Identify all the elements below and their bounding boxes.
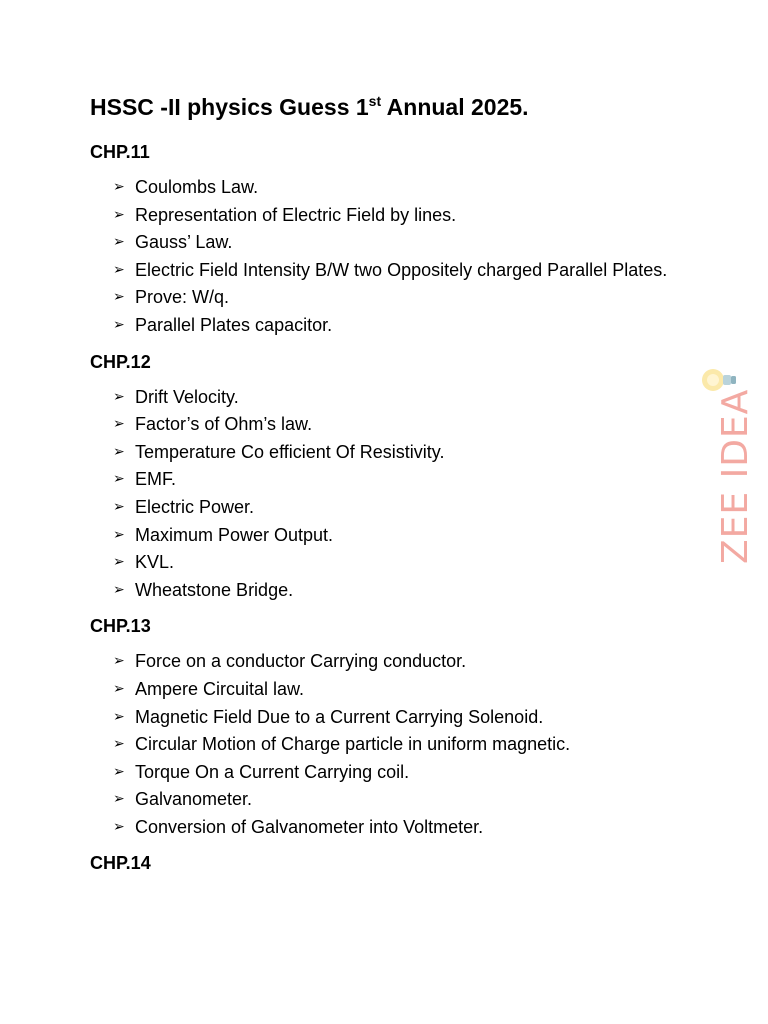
arrow-bullet-icon: ➢	[113, 471, 125, 488]
list-item	[113, 786, 690, 814]
list-item-text: Wheatstone Bridge.	[135, 579, 294, 600]
arrow-bullet-icon: ➢	[113, 680, 125, 697]
list-item	[113, 284, 690, 312]
watermark	[694, 366, 756, 566]
arrow-bullet-icon: ➢	[113, 388, 125, 405]
arrow-bullet-icon: ➢	[113, 289, 125, 306]
list-item	[113, 384, 690, 412]
watermark-text: ZEE IDEA	[715, 388, 756, 564]
list-item-text: Factor’s of Ohm’s law.	[135, 414, 313, 435]
list-item-text: Conversion of Galvanometer into Voltmeter.	[135, 816, 484, 837]
list-item	[113, 814, 690, 842]
arrow-bullet-icon: ➢	[113, 443, 125, 460]
list-item-text: Gauss’ Law.	[135, 232, 233, 253]
chapter-list	[90, 140, 690, 875]
list-item-text: Galvanometer.	[135, 789, 253, 810]
chapter-heading: CHP.13	[90, 616, 151, 637]
list-item	[113, 577, 690, 605]
arrow-bullet-icon: ➢	[113, 179, 125, 195]
list-item-text: Force on a conductor Carrying conductor.	[135, 651, 467, 672]
list-item-text: Ampere Circuital law.	[135, 678, 305, 699]
list-item-text: Magnetic Field Due to a Current Carrying Solenoid.	[135, 706, 544, 727]
chapter-heading: CHP.12	[90, 351, 151, 372]
list-item-text: KVL.	[135, 552, 175, 573]
list-item	[113, 759, 690, 787]
list-item-text: Drift Velocity.	[135, 386, 239, 407]
list-item	[113, 411, 690, 439]
document-title: HSSC -II physics Guess 1st Annual 2025.	[90, 93, 529, 120]
arrow-bullet-icon: ➢	[113, 234, 125, 251]
list-item-text: Torque On a Current Carrying coil.	[135, 761, 410, 782]
list-item	[113, 312, 690, 340]
list-item	[113, 648, 690, 676]
arrow-bullet-icon: ➢	[113, 416, 125, 433]
list-item	[113, 174, 690, 202]
list-item	[113, 229, 690, 257]
document-page	[90, 92, 690, 885]
arrow-bullet-icon: ➢	[113, 554, 125, 571]
arrow-bullet-icon: ➢	[113, 708, 125, 725]
arrow-bullet-icon: ➢	[113, 736, 125, 753]
list-item	[113, 676, 690, 704]
arrow-bullet-icon: ➢	[113, 581, 125, 598]
list-item-text: Circular Motion of Charge particle in uniform magnetic.	[135, 734, 571, 755]
arrow-bullet-icon: ➢	[113, 653, 125, 670]
list-item-text: Temperature Co efficient Of Resistivity.	[135, 441, 445, 462]
chapter-heading: CHP.11	[90, 142, 150, 162]
arrow-bullet-icon: ➢	[113, 316, 125, 333]
list-item	[113, 439, 690, 467]
arrow-bullet-icon: ➢	[113, 818, 125, 835]
list-item-text: Maximum Power Output.	[135, 524, 334, 545]
list-item-text: Coulombs Law.	[135, 177, 259, 197]
chapter-section	[90, 851, 690, 875]
list-item-text: Representation of Electric Field by lines.	[135, 204, 457, 225]
topic-list	[90, 384, 690, 605]
list-item-text: Electric Field Intensity B/W two Oppositely charged Parallel Plates.	[135, 259, 668, 280]
list-item	[113, 522, 690, 550]
list-item	[113, 549, 690, 577]
arrow-bullet-icon: ➢	[113, 526, 125, 543]
arrow-bullet-icon: ➢	[113, 763, 125, 780]
arrow-bullet-icon: ➢	[113, 498, 125, 515]
list-item-text: Electric Power.	[135, 496, 255, 517]
list-item	[113, 257, 690, 285]
chapter-section	[90, 140, 690, 340]
chapter-heading: CHP.14	[90, 853, 151, 874]
list-item-text: EMF.	[135, 469, 177, 490]
chapter-section	[90, 350, 690, 605]
list-item	[113, 704, 690, 732]
arrow-bullet-icon: ➢	[113, 791, 125, 808]
list-item	[113, 494, 690, 522]
list-item	[113, 731, 690, 759]
list-item	[113, 466, 690, 494]
topic-list	[90, 174, 690, 340]
arrow-bullet-icon: ➢	[113, 206, 125, 223]
list-item	[113, 202, 690, 230]
chapter-section	[90, 614, 690, 841]
topic-list	[90, 648, 690, 841]
list-item-text: Prove: W/q.	[135, 287, 230, 308]
list-item-text: Parallel Plates capacitor.	[135, 314, 333, 335]
arrow-bullet-icon: ➢	[113, 261, 125, 278]
